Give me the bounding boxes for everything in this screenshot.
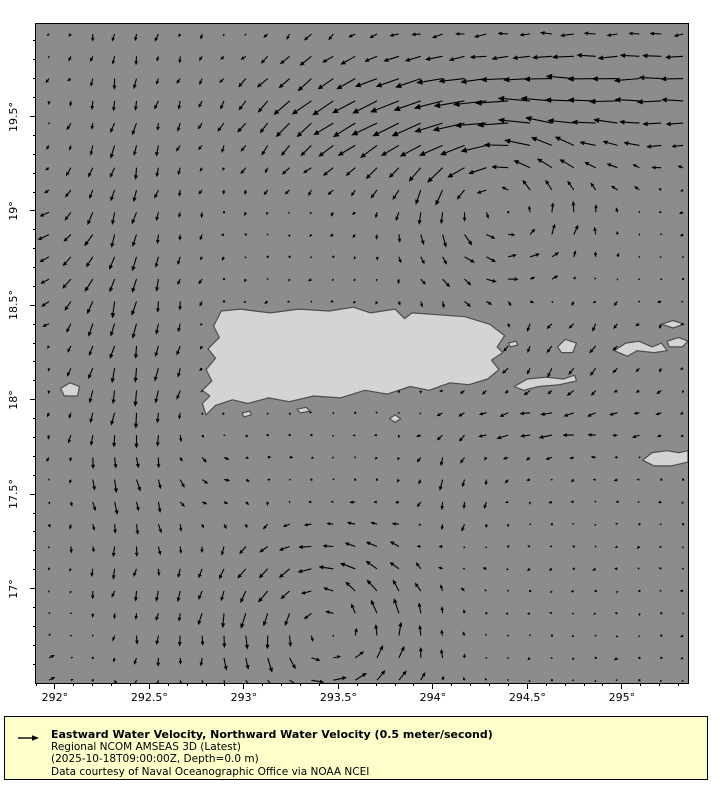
y-major-tick	[30, 116, 36, 117]
x-minor-tick	[470, 683, 471, 686]
x-tick-label: 292.5°	[130, 691, 168, 704]
x-minor-tick	[376, 683, 377, 686]
x-major-tick	[432, 683, 433, 689]
y-tick-label: 19.5°	[7, 101, 20, 132]
y-major-tick	[30, 494, 36, 495]
y-minor-tick	[33, 645, 36, 646]
y-minor-tick	[33, 324, 36, 325]
x-minor-tick	[395, 683, 396, 686]
y-minor-tick	[33, 267, 36, 268]
x-minor-tick	[659, 683, 660, 686]
x-minor-tick	[640, 683, 641, 686]
y-minor-tick	[33, 59, 36, 60]
x-tick-label: 292°	[41, 691, 69, 704]
x-minor-tick	[546, 683, 547, 686]
x-major-tick	[149, 683, 150, 689]
x-minor-tick	[262, 683, 263, 686]
x-minor-tick	[413, 683, 414, 686]
x-minor-tick	[489, 683, 490, 686]
quiver-field-canvas	[36, 24, 688, 683]
legend-model-line: Regional NCOM AMSEAS 3D (Latest)	[51, 741, 241, 753]
y-minor-tick	[33, 380, 36, 381]
island-st-thomas-st-john	[614, 341, 667, 356]
y-minor-tick	[33, 626, 36, 627]
y-minor-tick	[33, 513, 36, 514]
y-minor-tick	[33, 154, 36, 155]
y-minor-tick	[33, 664, 36, 665]
x-tick-label: 294°	[419, 691, 447, 704]
y-minor-tick	[33, 78, 36, 79]
x-tick-label: 295°	[608, 691, 636, 704]
y-minor-tick	[33, 173, 36, 174]
x-minor-tick	[187, 683, 188, 686]
x-major-tick	[338, 683, 339, 689]
x-tick-label: 293.5°	[319, 691, 357, 704]
y-minor-tick	[33, 437, 36, 438]
x-major-tick	[54, 683, 55, 689]
island-culebra	[558, 339, 577, 352]
x-minor-tick	[508, 683, 509, 686]
y-minor-tick	[33, 569, 36, 570]
x-minor-tick	[36, 683, 37, 686]
y-major-tick	[30, 399, 36, 400]
x-minor-tick	[281, 683, 282, 686]
island-st-croix	[643, 451, 688, 466]
y-minor-tick	[33, 531, 36, 532]
y-tick-label: 18.5°	[7, 290, 20, 321]
y-major-tick	[30, 210, 36, 211]
x-major-tick	[621, 683, 622, 689]
y-tick-label: 17.5°	[7, 479, 20, 510]
x-minor-tick	[224, 683, 225, 686]
island-islet-south-2	[242, 411, 251, 417]
x-minor-tick	[130, 683, 131, 686]
x-minor-tick	[168, 683, 169, 686]
island-caja-de-muertos	[389, 415, 400, 423]
y-minor-tick	[33, 607, 36, 608]
x-tick-label: 293°	[230, 691, 258, 704]
x-minor-tick	[565, 683, 566, 686]
x-minor-tick	[678, 683, 679, 686]
y-minor-tick	[33, 248, 36, 249]
x-major-tick	[243, 683, 244, 689]
x-minor-tick	[73, 683, 74, 686]
x-minor-tick	[584, 683, 585, 686]
legend-title: Eastward Water Velocity, Northward Water Velocity (0.5 meter/second)	[51, 728, 493, 741]
y-tick-label: 19°	[7, 201, 20, 221]
y-minor-tick	[33, 135, 36, 136]
island-puerto-rico	[202, 307, 504, 415]
x-minor-tick	[206, 683, 207, 686]
map-plot-area	[35, 23, 689, 684]
y-major-tick	[30, 588, 36, 589]
y-minor-tick	[33, 418, 36, 419]
legend-time-depth-line: (2025-10-18T09:00:00Z, Depth=0.0 m)	[51, 753, 259, 766]
y-minor-tick	[33, 550, 36, 551]
y-tick-label: 17°	[7, 578, 20, 599]
y-minor-tick	[33, 286, 36, 287]
y-tick-label: 18°	[7, 390, 20, 410]
legend-box	[4, 716, 708, 780]
y-minor-tick	[33, 192, 36, 193]
x-minor-tick	[92, 683, 93, 686]
y-minor-tick	[33, 40, 36, 41]
x-tick-label: 294.5°	[508, 691, 546, 704]
reference-arrow-icon	[15, 732, 55, 744]
island-tortola	[667, 337, 688, 347]
y-minor-tick	[33, 456, 36, 457]
x-minor-tick	[300, 683, 301, 686]
x-minor-tick	[319, 683, 320, 686]
x-minor-tick	[602, 683, 603, 686]
y-minor-tick	[33, 229, 36, 230]
island-mona	[61, 383, 80, 396]
y-minor-tick	[33, 361, 36, 362]
island-islet-south-1	[297, 407, 310, 413]
legend-credit-line: Data courtesy of Naval Oceanographic Office via NOAA NCEI	[51, 765, 370, 778]
island-cay-east	[509, 341, 518, 347]
island-outer-cays	[662, 321, 685, 329]
y-minor-tick	[33, 343, 36, 344]
legend-text-block	[51, 728, 493, 778]
x-minor-tick	[357, 683, 358, 686]
y-major-tick	[30, 305, 36, 306]
x-minor-tick	[451, 683, 452, 686]
y-minor-tick	[33, 475, 36, 476]
x-major-tick	[527, 683, 528, 689]
x-minor-tick	[111, 683, 112, 686]
y-minor-tick	[33, 97, 36, 98]
island-vieques	[514, 375, 576, 390]
